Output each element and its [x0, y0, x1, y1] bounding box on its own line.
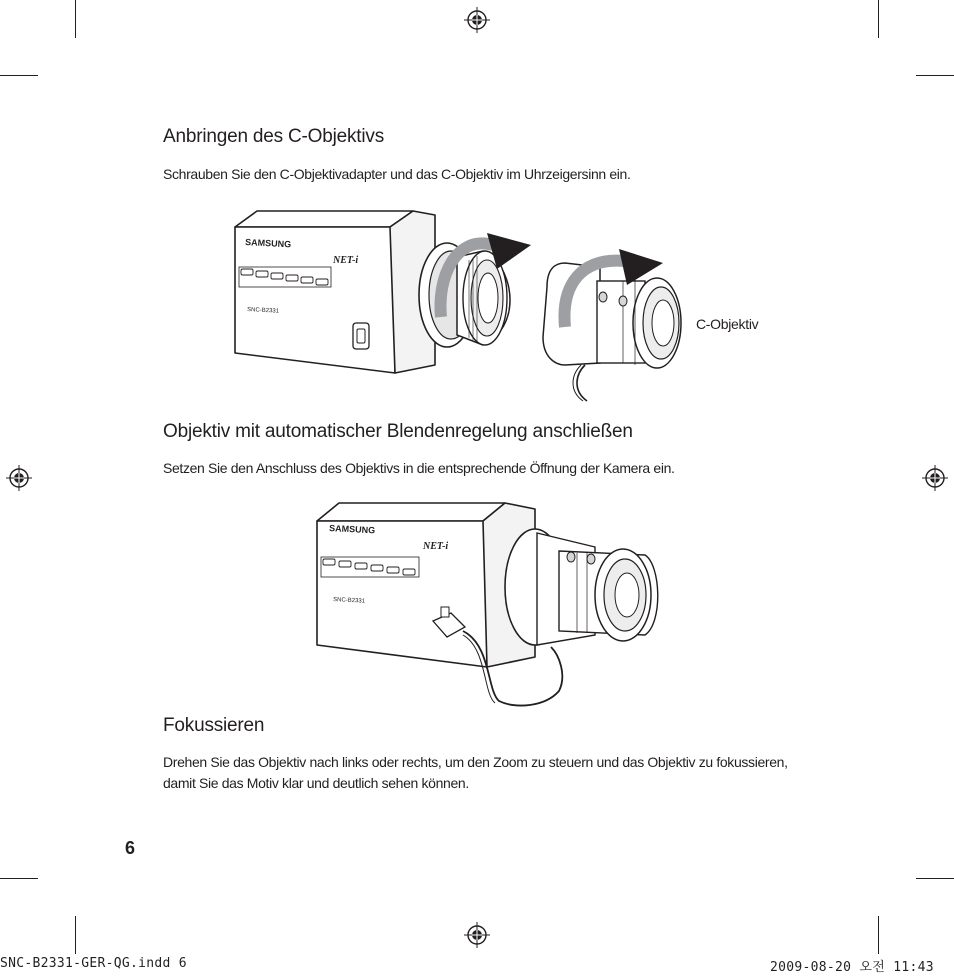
- camera-model-label: SNC-B2331: [332, 597, 366, 605]
- figure-auto-iris-lens: [305, 495, 665, 715]
- footer-date: 2009-08-20 오전 11:43: [770, 960, 934, 975]
- crop-mark: [75, 916, 76, 954]
- section-text-focus: Drehen Sie das Objektiv nach links oder rechts, um den Zoom zu steuern und das Objektiv zu fokussieren, damit Sie das Motiv klar und deutlich sehen können.: [163, 754, 788, 791]
- crop-mark: [878, 0, 879, 38]
- camera-logo-label: NET-i: [333, 255, 359, 266]
- section-text-auto-iris: Setzen Sie den Anschluss des Objektivs in die entsprechende Öffnung der Kamera ein.: [163, 460, 675, 476]
- crop-mark: [916, 75, 954, 76]
- crop-mark: [0, 75, 38, 76]
- crop-mark: [0, 878, 38, 879]
- registration-mark-icon: [5, 464, 33, 492]
- registration-mark-icon: [463, 921, 491, 949]
- camera-model-label: SNC-B2331: [246, 307, 280, 315]
- crop-mark: [916, 878, 954, 879]
- page-number: 6: [125, 838, 136, 858]
- camera-illustration: [225, 205, 785, 410]
- registration-mark-icon: [463, 6, 491, 34]
- camera-logo-label: NET-i: [423, 541, 449, 552]
- section-heading-focus: Fokussieren: [163, 715, 265, 736]
- footer-file-name: SNC-B2331-GER-QG.indd 6: [0, 956, 187, 971]
- section-heading-auto-iris: Objektiv mit automatischer Blendenregelung anschließen: [163, 421, 633, 442]
- registration-mark-icon: [921, 464, 949, 492]
- figure-c-lens-mount: [225, 205, 785, 410]
- section-heading-c-lens: Anbringen des C-Objektivs: [163, 126, 384, 147]
- camera-brand-label: SAMSUNG: [328, 523, 376, 536]
- camera-with-lens-illustration: [305, 495, 665, 715]
- crop-mark: [878, 916, 879, 954]
- c-lens-label: C-Objektiv: [696, 316, 759, 332]
- section-text-c-lens: Schrauben Sie den C-Objektivadapter und das C-Objektiv im Uhrzeigersinn ein.: [163, 166, 631, 182]
- crop-mark: [75, 0, 76, 38]
- camera-brand-label: SAMSUNG: [244, 237, 292, 250]
